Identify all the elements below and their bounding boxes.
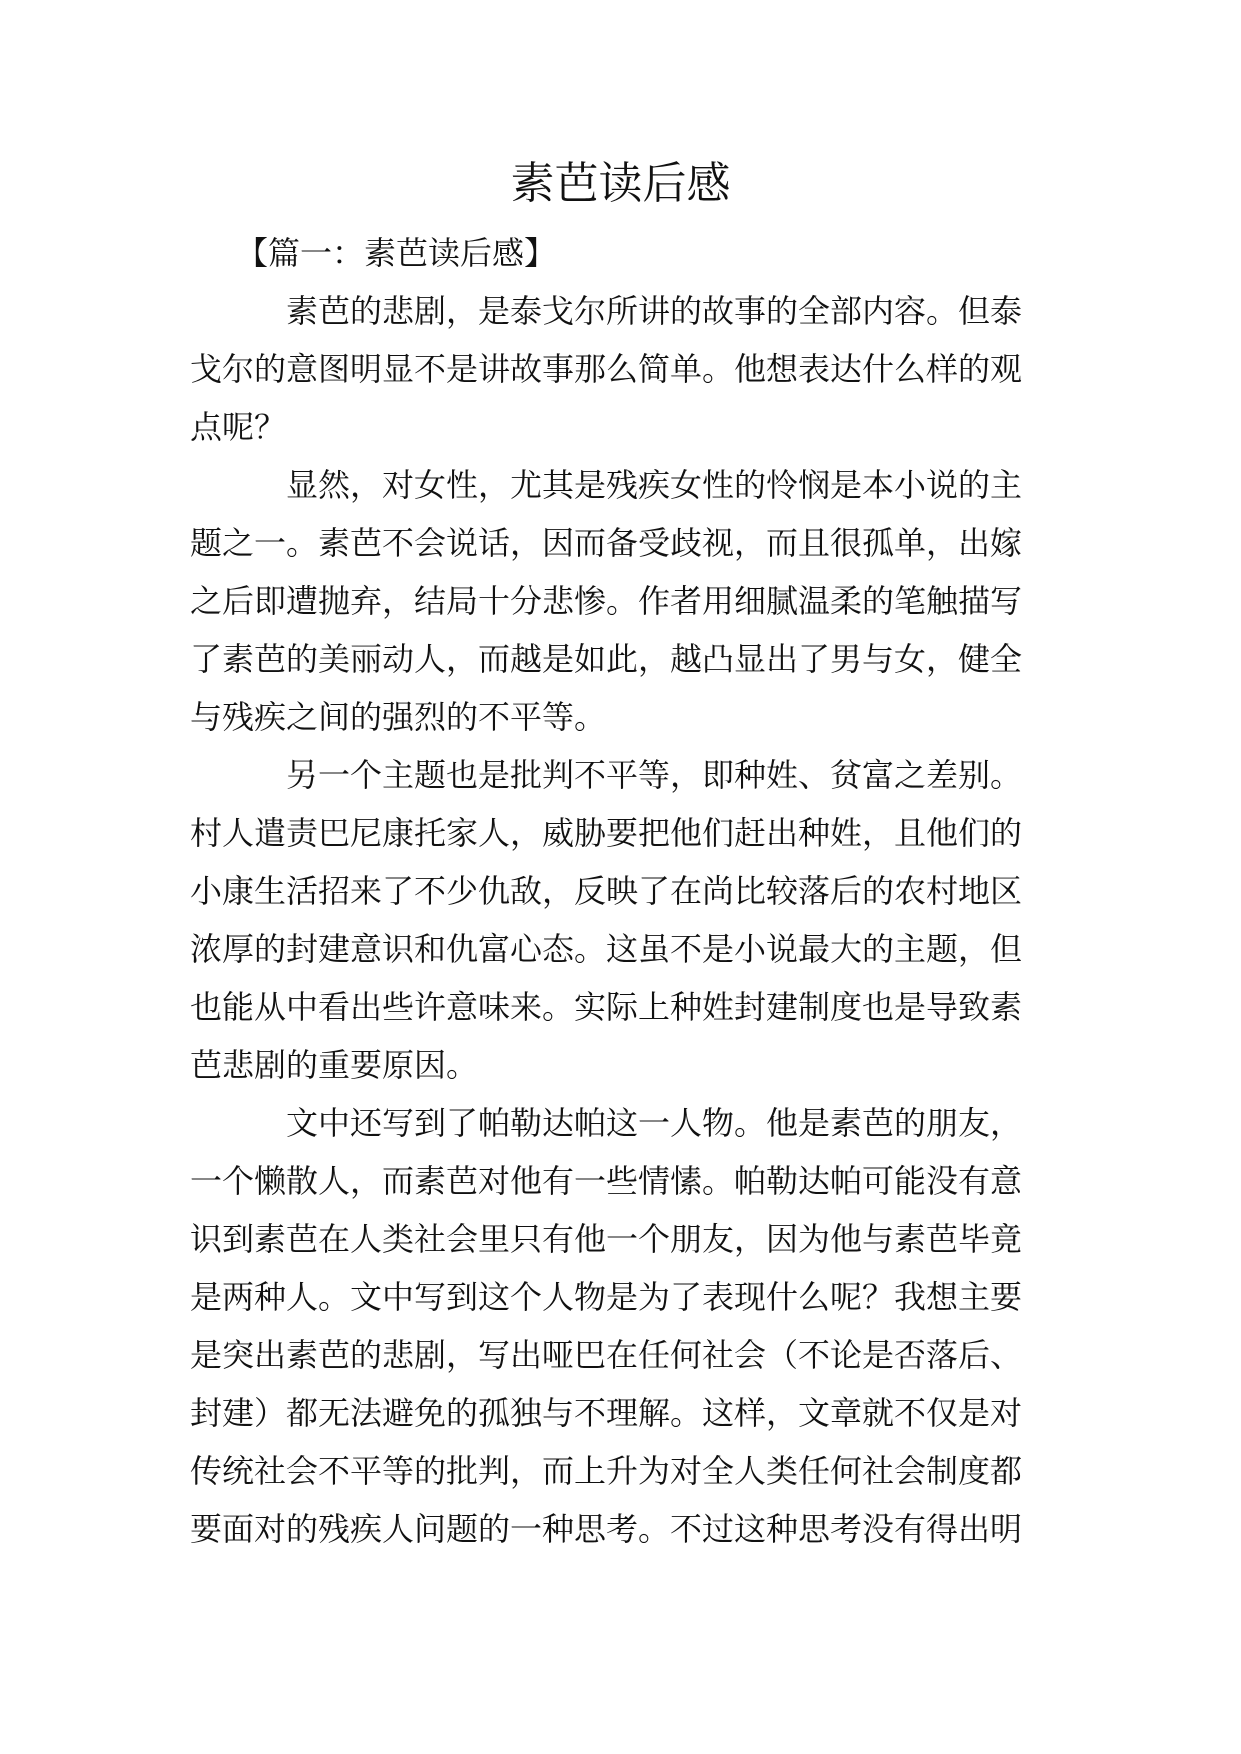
paragraph-line: 识到素芭在人类社会里只有他一个朋友，因为他与素芭毕竟 — [190, 1220, 1023, 1258]
document-body — [190, 224, 1050, 1558]
paragraph-4 — [190, 1094, 1050, 1558]
paragraph-line: 小康生活招来了不少仇敌，反映了在尚比较落后的农村地区 — [190, 872, 1023, 910]
paragraph-line: 点呢？ — [190, 408, 287, 446]
paragraph-line: 要面对的残疾人问题的一种思考。不过这种思考没有得出明 — [190, 1510, 1023, 1548]
paragraph-line: 素芭的悲剧，是泰戈尔所讲的故事的全部内容。但泰 — [286, 292, 1023, 330]
document-title: 素芭读后感 — [510, 158, 731, 209]
paragraph-line: 显然，对女性，尤其是残疾女性的怜悯是本小说的主 — [286, 466, 1023, 504]
paragraph-2 — [190, 456, 1050, 746]
paragraph-3 — [190, 746, 1050, 1094]
paragraph-line: 封建）都无法避免的孤独与不理解。这样，文章就不仅是对 — [190, 1394, 1023, 1432]
paragraph-1 — [190, 282, 1050, 456]
paragraph-line: 了素芭的美丽动人，而越是如此，越凸显出了男与女，健全 — [190, 640, 1023, 678]
paragraph-line: 与残疾之间的强烈的不平等。 — [190, 698, 607, 736]
paragraph-line: 芭悲剧的重要原因。 — [190, 1046, 479, 1084]
paragraph-line: 另一个主题也是批判不平等，即种姓、贫富之差别。 — [286, 756, 1023, 794]
paragraph-line: 戈尔的意图明显不是讲故事那么简单。他想表达什么样的观 — [190, 350, 1023, 388]
paragraph-line: 村人遣责巴尼康托家人，威胁要把他们赶出种姓，且他们的 — [190, 814, 1023, 852]
paragraph-line: 一个懒散人，而素芭对他有一些情愫。帕勒达帕可能没有意 — [190, 1162, 1023, 1200]
paragraph-line: 文中还写到了帕勒达帕这一人物。他是素芭的朋友， — [286, 1104, 1023, 1142]
paragraph-line: 也能从中看出些许意味来。实际上种姓封建制度也是导致素 — [190, 988, 1023, 1026]
paragraph-line: 浓厚的封建意识和仇富心态。这虽不是小说最大的主题，但 — [190, 930, 1023, 968]
paragraph-line: 是突出素芭的悲剧，写出哑巴在任何社会（不论是否落后、 — [190, 1336, 1023, 1374]
section-heading: 【篇一：素芭读后感】 — [236, 234, 557, 272]
paragraph-line: 之后即遭抛弃，结局十分悲惨。作者用细腻温柔的笔触描写 — [190, 582, 1023, 620]
paragraph-line: 是两种人。文中写到这个人物是为了表现什么呢？我想主要 — [190, 1278, 1023, 1316]
paragraph-line: 题之一。素芭不会说话，因而备受歧视，而且很孤单，出嫁 — [190, 524, 1023, 562]
paragraph-line: 传统社会不平等的批判，而上升为对全人类任何社会制度都 — [190, 1452, 1023, 1490]
